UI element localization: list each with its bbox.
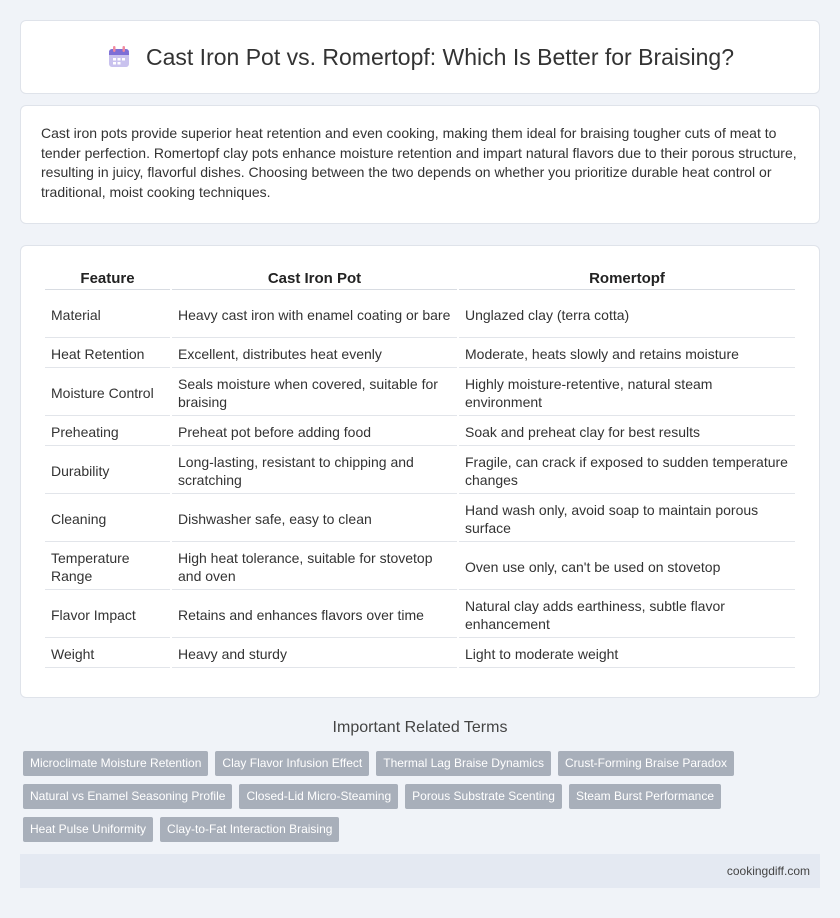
feature-cell: Preheating <box>45 418 170 446</box>
related-term-tag[interactable]: Thermal Lag Braise Dynamics <box>376 751 551 776</box>
feature-cell: Flavor Impact <box>45 592 170 638</box>
comparison-table-card <box>20 245 820 698</box>
related-term-tag[interactable]: Steam Burst Performance <box>569 784 721 809</box>
header-card <box>20 20 820 94</box>
table-row <box>45 496 795 542</box>
feature-cell: Temperature Range <box>45 544 170 590</box>
feature-cell: Weight <box>45 640 170 668</box>
table-row <box>45 370 795 416</box>
feature-cell: Cleaning <box>45 496 170 542</box>
header-romertopf: Romertopf <box>459 268 795 290</box>
table-row <box>45 292 795 338</box>
table-row <box>45 340 795 368</box>
related-term-tag[interactable]: Crust-Forming Braise Paradox <box>558 751 734 776</box>
page-title-wrap <box>106 44 734 71</box>
cast-iron-cell: Preheat pot before adding food <box>172 418 457 446</box>
related-term-tag[interactable]: Heat Pulse Uniformity <box>23 817 153 842</box>
feature-cell: Durability <box>45 448 170 494</box>
related-term-tag[interactable]: Closed-Lid Micro-Steaming <box>239 784 398 809</box>
page-title: Cast Iron Pot vs. Romertopf: Which Is Better for Braising? <box>146 43 734 70</box>
romertopf-cell: Natural clay adds earthiness, subtle flavor enhancement <box>459 592 795 638</box>
romertopf-cell: Moderate, heats slowly and retains moisture <box>459 340 795 368</box>
footer-site[interactable]: cookingdiff.com <box>726 864 810 878</box>
romertopf-cell: Light to moderate weight <box>459 640 795 668</box>
intro-text: Cast iron pots provide superior heat retention and even cooking, making them ideal for braising tougher cuts of meat to tender perfection. Romertopf clay pots enhance moisture retention and impart natural flavors due to their porous structure, resulting in juicy, flavorful dishes. Choosing between the two depends on whether you prioritize durable heat control or traditional, moist cooking techniques. <box>41 125 797 200</box>
intro-card <box>20 105 820 224</box>
table-row <box>45 592 795 638</box>
calendar-icon <box>106 44 132 70</box>
cast-iron-cell: Seals moisture when covered, suitable for braising <box>172 370 457 416</box>
romertopf-cell: Hand wash only, avoid soap to maintain porous surface <box>459 496 795 542</box>
related-terms-title: Important Related Terms <box>332 719 508 736</box>
cast-iron-cell: Heavy and sturdy <box>172 640 457 668</box>
feature-cell: Moisture Control <box>45 370 170 416</box>
related-term-tag[interactable]: Natural vs Enamel Seasoning Profile <box>23 784 232 809</box>
table-row <box>45 418 795 446</box>
cast-iron-cell: Retains and enhances flavors over time <box>172 592 457 638</box>
table-header-row <box>45 268 795 290</box>
cast-iron-cell: High heat tolerance, suitable for stovetop and oven <box>172 544 457 590</box>
feature-cell: Material <box>45 292 170 338</box>
footer <box>20 854 820 888</box>
related-term-tag[interactable]: Clay Flavor Infusion Effect <box>215 751 369 776</box>
romertopf-cell: Highly moisture-retentive, natural steam environment <box>459 370 795 416</box>
cast-iron-cell: Excellent, distributes heat evenly <box>172 340 457 368</box>
table-row <box>45 448 795 494</box>
header-feature: Feature <box>45 268 170 290</box>
header-cast-iron: Cast Iron Pot <box>172 268 457 290</box>
related-terms-list <box>23 751 823 842</box>
cast-iron-cell: Dishwasher safe, easy to clean <box>172 496 457 542</box>
feature-cell: Heat Retention <box>45 340 170 368</box>
romertopf-cell: Fragile, can crack if exposed to sudden temperature changes <box>459 448 795 494</box>
related-term-tag[interactable]: Clay-to-Fat Interaction Braising <box>160 817 339 842</box>
table-row <box>45 544 795 590</box>
related-term-tag[interactable]: Microclimate Moisture Retention <box>23 751 208 776</box>
comparison-table <box>43 266 797 670</box>
romertopf-cell: Unglazed clay (terra cotta) <box>459 292 795 338</box>
cast-iron-cell: Long-lasting, resistant to chipping and scratching <box>172 448 457 494</box>
related-term-tag[interactable]: Porous Substrate Scenting <box>405 784 562 809</box>
romertopf-cell: Soak and preheat clay for best results <box>459 418 795 446</box>
table-row <box>45 640 795 668</box>
cast-iron-cell: Heavy cast iron with enamel coating or bare <box>172 292 457 338</box>
romertopf-cell: Oven use only, can't be used on stovetop <box>459 544 795 590</box>
